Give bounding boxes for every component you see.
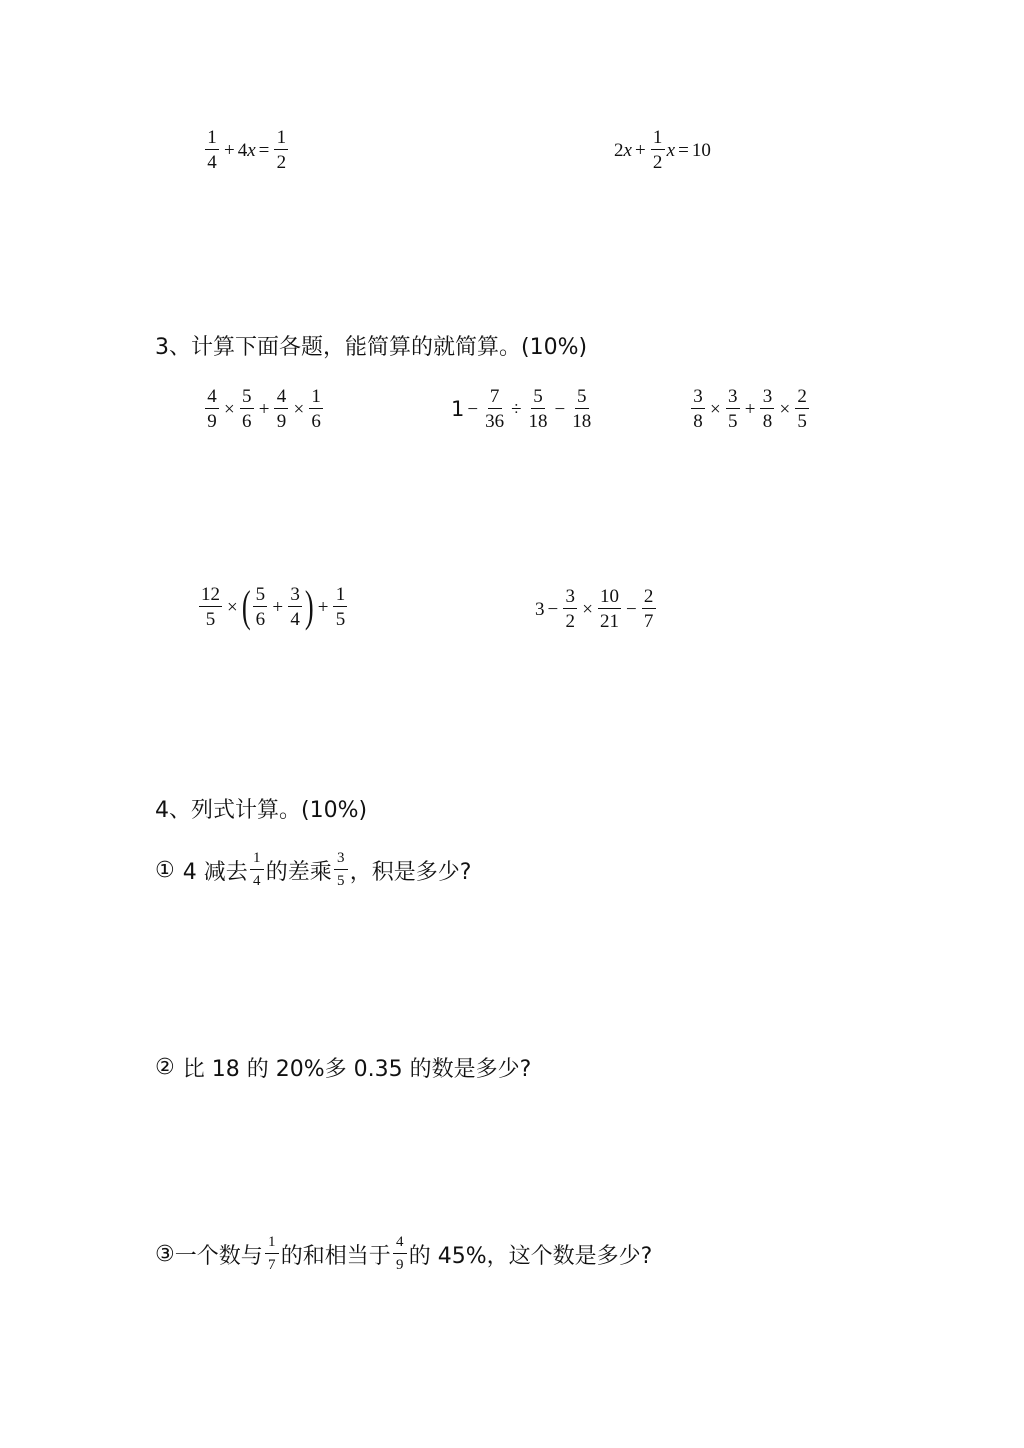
section-3-heading: 3、计算下面各题，能简算的就简算。(10%) xyxy=(155,335,588,360)
fraction: $\frac{1}{2}$ xyxy=(274,128,288,172)
fraction: $\frac{3}{5}$ xyxy=(334,850,348,890)
question-marker: ③ xyxy=(155,1241,175,1267)
equation-2: 2 x + $\frac{1}{2}$ x = 10 xyxy=(614,127,711,173)
question-marker: ① xyxy=(155,857,175,883)
question-4-3: ③ 一个数与 $\frac{1}{7}$ 的和相当于 $\frac{4}{9}$ 的 45%，这个数是多少? xyxy=(155,1234,653,1273)
fraction: $\frac{1}{4}$ xyxy=(250,850,264,890)
equation-1: $\frac{1}{4}$ + 4 x = $\frac{1}{2}$ xyxy=(203,128,290,172)
problem-3-3: $\frac{3}{8}$ × $\frac{3}{5}$ + $\frac{3}{8}$ × $\frac{2}{5}$ xyxy=(689,387,811,431)
question-4-1: ① 4 减去 $\frac{1}{4}$ 的差乘 $\frac{3}{5}$ ，积是多少? xyxy=(155,850,472,889)
fraction: $\frac{1}{4}$ xyxy=(205,128,219,172)
problem-3-5: 3 − $\frac{3}{2}$ × $\frac{10}{21}$ − $\frac{2}{7}$ xyxy=(535,587,658,631)
section-4-heading: 4、列式计算。(10%) xyxy=(155,798,368,823)
problem-3-2: 1 − $\frac{7}{36}$ ÷ $\frac{5}{18}$ − $\frac{5}{18}$ xyxy=(451,386,592,432)
fraction: $\frac{1}{7}$ xyxy=(265,1234,279,1274)
question-marker: ② xyxy=(155,1055,175,1080)
fraction: $\frac{1}{2}$ xyxy=(651,128,665,172)
fraction: $\frac{4}{9}$ xyxy=(393,1234,407,1274)
problem-3-4: $\frac{12}{5}$ × ( $\frac{5}{6}$ + $\frac{3}{4}$ ) + $\frac{1}{5}$ xyxy=(197,585,349,629)
question-4-2: ② 比 18 的 20%多 0.35 的数是多少? xyxy=(155,1055,532,1082)
problem-3-1: $\frac{4}{9}$ × $\frac{5}{6}$ + $\frac{4}{9}$ × $\frac{1}{6}$ xyxy=(203,387,325,431)
